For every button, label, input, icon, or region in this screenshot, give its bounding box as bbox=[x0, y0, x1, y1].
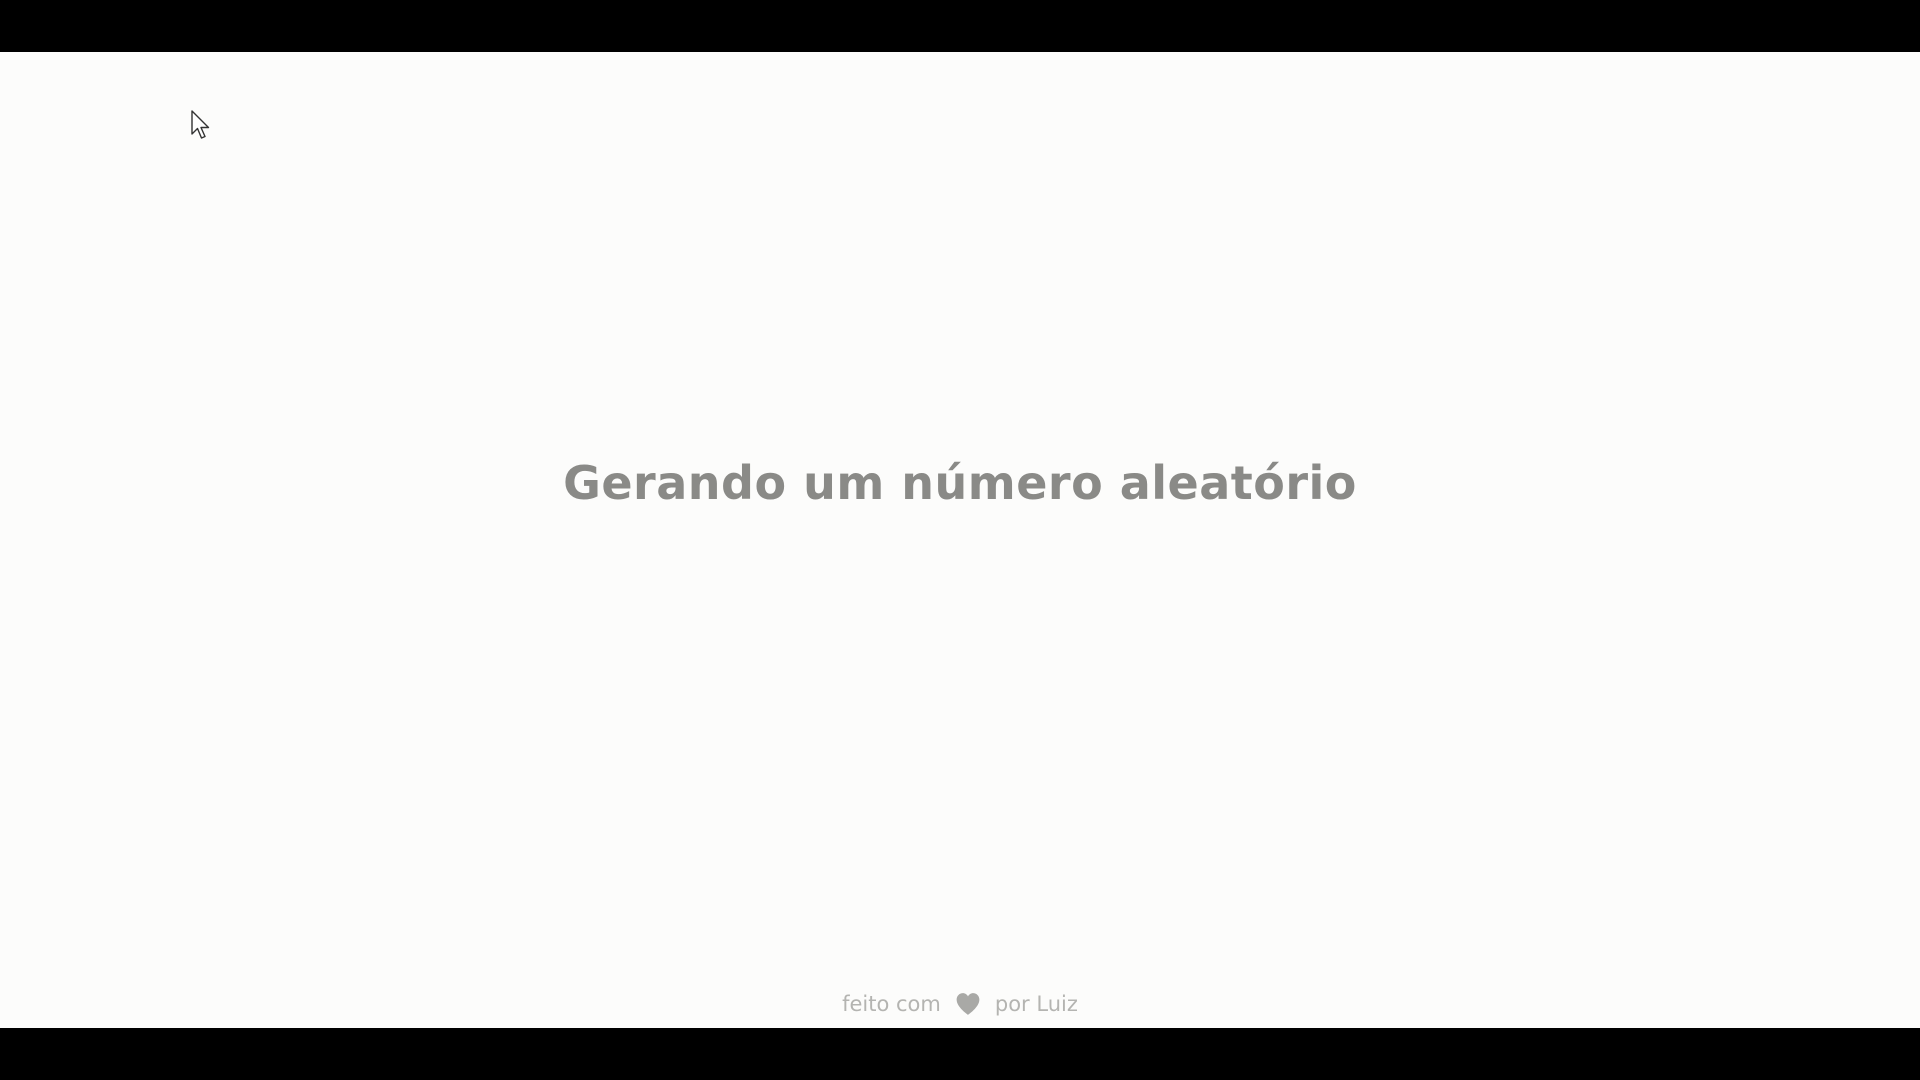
mouse-cursor-icon bbox=[191, 110, 211, 140]
heart-icon bbox=[955, 992, 981, 1016]
footer-author-text: por Luiz bbox=[994, 992, 1078, 1016]
footer bbox=[0, 992, 1920, 1016]
page-title: Gerando um número aleatório bbox=[563, 456, 1357, 510]
letterbox-top bbox=[0, 0, 1920, 52]
letterbox-bottom bbox=[0, 1028, 1920, 1080]
page-viewport bbox=[0, 52, 1920, 1028]
footer-made-with-text: feito com bbox=[842, 992, 941, 1016]
